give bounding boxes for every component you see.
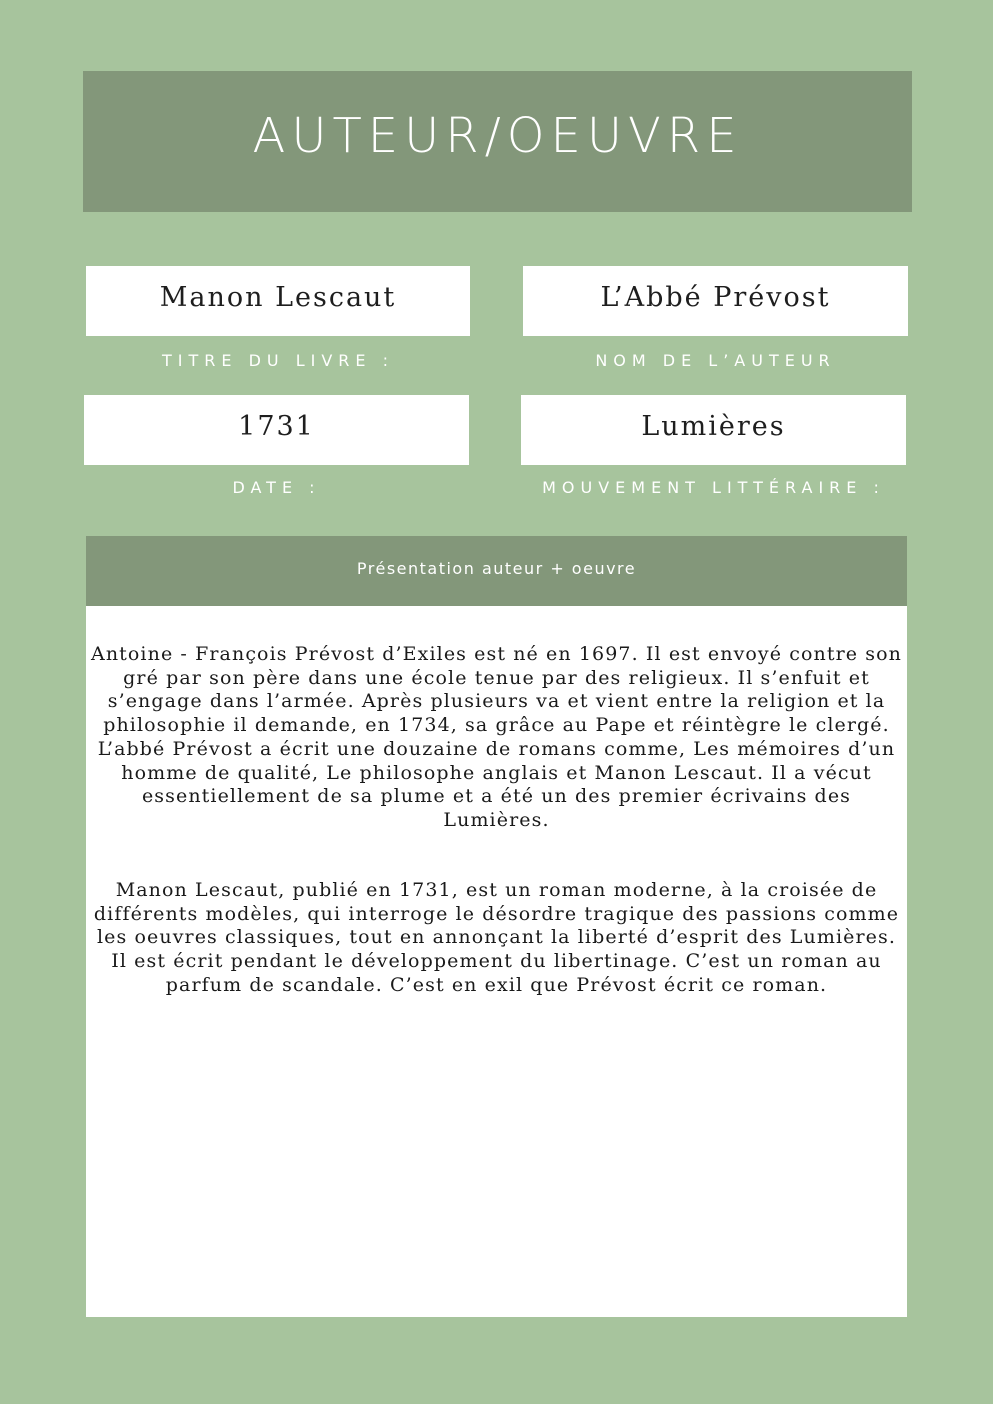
presentation-body	[86, 606, 907, 1317]
presentation-heading: Présentation auteur + oeuvre	[356, 559, 637, 578]
presentation-header	[86, 536, 907, 606]
presentation-paragraph-work: Manon Lescaut, publié en 1731, est un roman moderne, à la croisée de différents modèles, qui interroge le désordre tragique des passions comme les oeuvres classiques, tout en annonçant la liberté d’esprit des Lumières. Il est écrit pendant le développement du libertinage. C’est un roman au parfum de scandale. C’est en exil que Prévost écrit ce roman.	[93, 879, 900, 996]
date-box	[84, 395, 469, 465]
author-name-label: NOM DE L’AUTEUR	[595, 351, 836, 370]
literary-movement-value: Lumières	[641, 410, 786, 442]
date-value: 1731	[238, 410, 315, 442]
date-label: DATE :	[232, 478, 321, 497]
literary-movement-box	[521, 395, 906, 465]
book-title-box	[86, 266, 470, 336]
literary-movement-label: MOUVEMENT LITTÉRAIRE :	[542, 478, 885, 497]
author-name-value: L’Abbé Prévost	[600, 281, 831, 313]
book-title-value: Manon Lescaut	[159, 281, 397, 313]
book-title-label: TITRE DU LIVRE :	[162, 351, 394, 370]
page-header	[83, 71, 912, 212]
page-title: AUTEUR/OEUVRE	[252, 107, 743, 164]
author-name-box	[523, 266, 908, 336]
presentation-paragraph-author: Antoine - François Prévost d’Exiles est né en 1697. Il est envoyé contre son gré par son père dans une école tenue par des religieux. Il s’enfuit et s’engage dans l’armée. Après plusieurs va et vient entre la religion et la philosophie il demande, en 1734, sa grâce au Pape et réintègre le clergé. L’abbé Prévost a écrit une douzaine de romans comme, Les mémoires d’un homme de qualité, Le philosophe anglais et Manon Lescaut. Il a vécut essentiellement de sa plume et a été un des premier écrivains des Lumières.	[91, 643, 902, 831]
